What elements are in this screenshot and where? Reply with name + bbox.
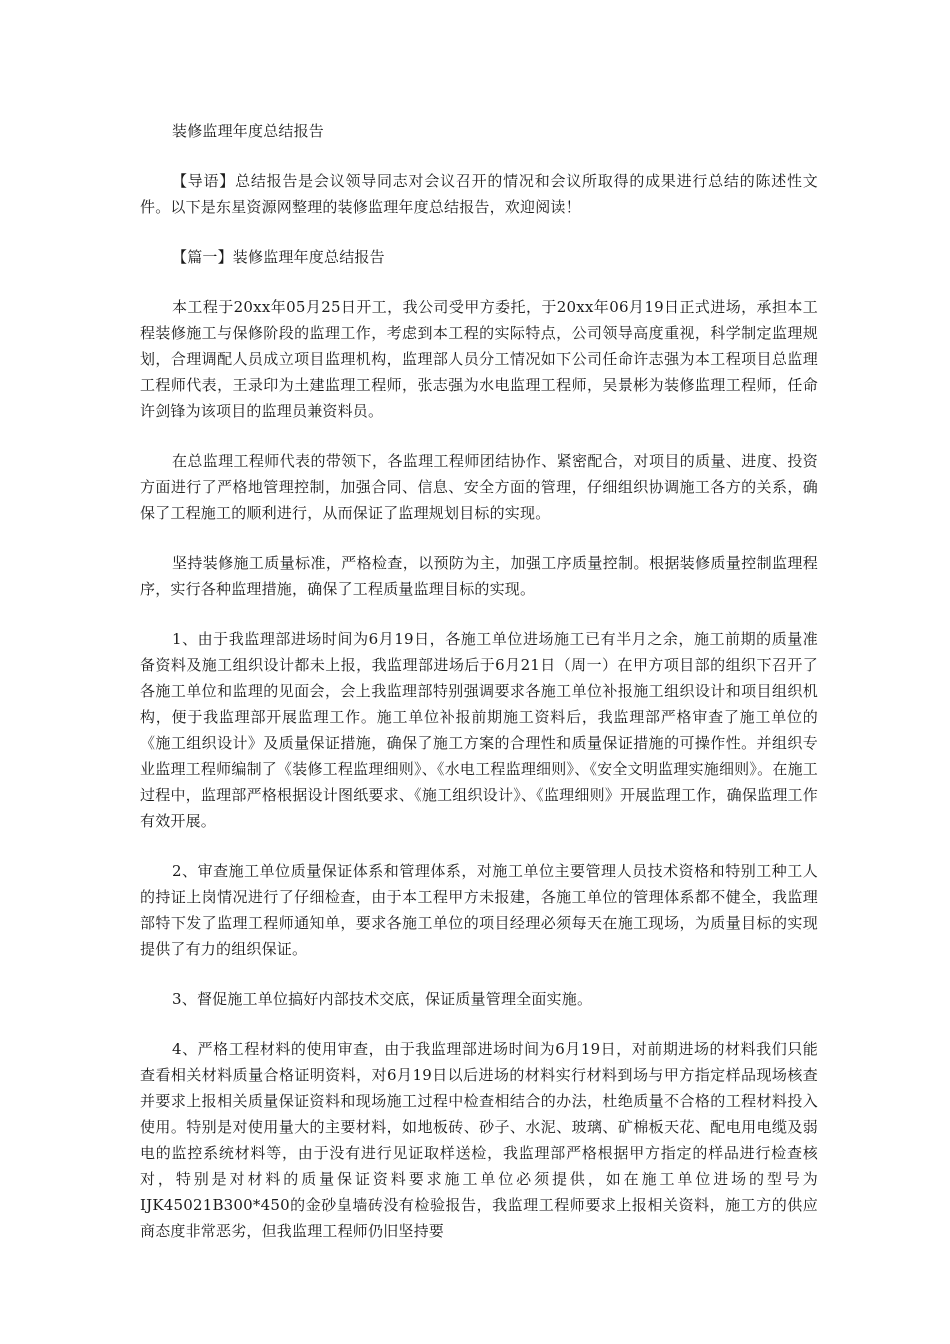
body-paragraph: 3、督促施工单位搞好内部技术交底，保证质量管理全面实施。 (172, 990, 593, 1008)
section-heading: 【篇一】装修监理年度总结报告 (172, 248, 385, 266)
intro-paragraph: 【导语】总结报告是会议领导同志对会议召开的情况和会议所取得的成果进行总结的陈述性文件。以下是东星资源网整理的装修监理年度总结报告，欢迎阅读！ (140, 172, 818, 216)
body-paragraph: 2、审查施工单位质量保证体系和管理体系，对施工单位主要管理人员技术资格和特别工种工人的持证上岗情况进行了仔细检查，由于本工程甲方未报建，各施工单位的管理体系都不健全，我监理部特下发了监理工程师通知单，要求各施工单位的项目经理必须每天在施工现场，为质量目标的实现提供了有力的组织保证。 (140, 862, 818, 958)
body-paragraph: 4、严格工程材料的使用审查，由于我监理部进场时间为6月19日，对前期进场的材料我们只能查看相关材料质量合格证明资料，对6月19日以后进场的材料实行材料到场与甲方指定样品现场核查并要求上报相关质量保证资料和现场施工过程中检查相结合的办法，杜绝质量不合格的工程材料投入使用。特别是对使用量大的主要材料，如地板砖、砂子、水泥、玻璃、矿棉板天花、配电用电缆及弱电的监控系统材料等，由于没有进行见证取样送检，我监理部严格根据甲方指定的样品进行检查核对，特别是对材料的质量保证资料要求施工单位必须提供，如在施工单位进场的型号为IJK45021B300*450的金砂皇墙砖没有检验报告，我监理工程师要求上报相关资料，施工方的供应商态度非常恶劣，但我监理工程师仍旧坚持要 (140, 1040, 818, 1240)
body-paragraph: 在总监理工程师代表的带领下，各监理工程师团结协作、紧密配合，对项目的质量、进度、投资方面进行了严格地管理控制，加强合同、信息、安全方面的管理，仔细组织协调施工各方的关系，确保了工程施工的顺利进行，从而保证了监理规划目标的实现。 (140, 452, 818, 522)
document-title: 装修监理年度总结报告 (172, 122, 325, 140)
document-body (140, 118, 818, 1244)
body-paragraph: 坚持装修施工质量标准，严格检查，以预防为主，加强工序质量控制。根据装修质量控制监理程序，实行各种监理措施，确保了工程质量监理目标的实现。 (140, 554, 818, 598)
body-paragraph: 1、由于我监理部进场时间为6月19日，各施工单位进场施工已有半月之余，施工前期的质量准备资料及施工组织设计都未上报，我监理部进场后于6月21日（周一）在甲方项目部的组织下召开了各施工单位和监理的见面会，会上我监理部特别强调要求各施工单位补报施工组织设计和项目组织机构，便于我监理部开展监理工作。施工单位补报前期施工资料后，我监理部严格审查了施工单位的《施工组织设计》及质量保证措施，确保了施工方案的合理性和质量保证措施的可操作性。并组织专业监理工程师编制了《装修工程监理细则》、《水电工程监理细则》、《安全文明监理实施细则》。在施工过程中，监理部严格根据设计图纸要求、《施工组织设计》、《监理细则》开展监理工作，确保监理工作有效开展。 (140, 630, 818, 830)
body-paragraph: 本工程于20xx年05月25日开工，我公司受甲方委托，于20xx年06月19日正式进场，承担本工程装修施工与保修阶段的监理工作，考虑到本工程的实际特点，公司领导高度重视，科学制定监理规划，合理调配人员成立项目监理机构，监理部人员分工情况如下公司任命许志强为本工程项目总监理工程师代表，王录印为土建监理工程师，张志强为水电监理工程师，吴景彬为装修监理工程师，任命许剑锋为该项目的监理员兼资料员。 (140, 298, 818, 420)
